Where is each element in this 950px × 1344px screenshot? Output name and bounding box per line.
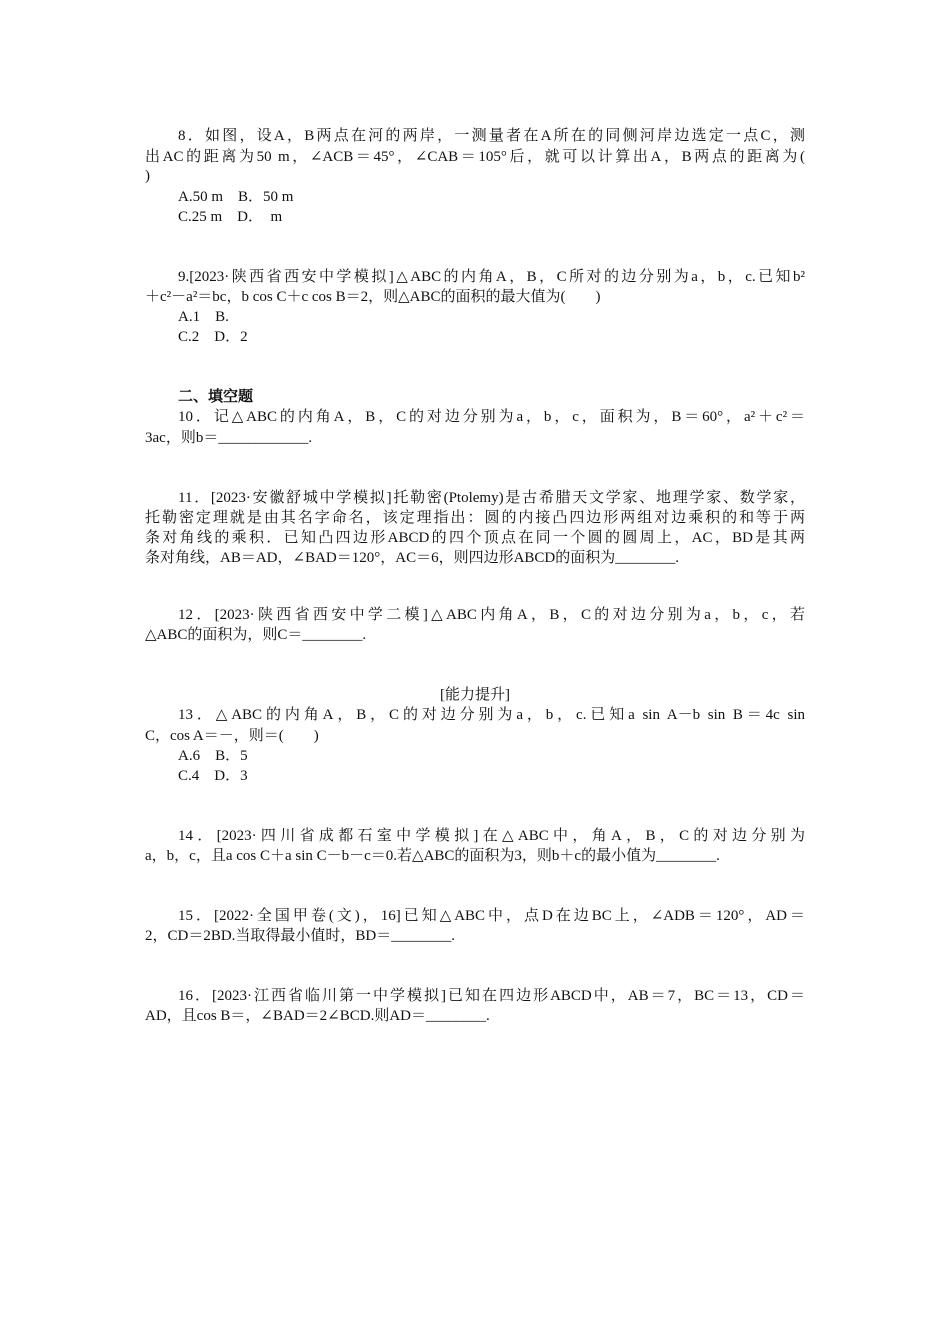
q13-line-1: 13．△ABC的内角A，B，C的对边分别为a，b，c.已知a sin A－b sin B＝4c sin [178,707,805,723]
q9-options-cd: C.2 D．2 [178,329,248,345]
q13-options-cd: C.4 D．3 [178,768,248,784]
q9-line-2: ＋c²－a²＝bc，b cos C＋c cos B＝2，则△ABC的面积的最大值为( ) [145,289,601,305]
q12-line-2: △ABC的面积为，则C＝________. [145,627,367,643]
q11-line-1: 11．[2023·安徽舒城中学模拟]托勒密(Ptolemy)是古希腊天文学家、地理学家、数学家， [178,490,805,506]
section-fill-in-blank-heading: 二、填空题 [178,389,254,405]
q14-line-2: a，b，c，且a cos C＋a sin C－b－c＝0.若△ABC的面积为3，则b＋c的最小值为________. [145,848,720,864]
q8-line-2: 出AC的距离为50 m，∠ACB＝45°，∠CAB＝105°后，就可以计算出A，B两点的距离为( [145,149,805,165]
q10-line-2: 3ac，则b＝____________. [145,430,313,446]
q13-line-2: C，cos A＝－，则＝( ) [145,728,319,744]
q8-line-1: 8．如图，设A，B两点在河的两岸，一测量者在A所在的同侧河岸边选定一点C，测 [178,128,805,144]
q15-line-2: 2，CD＝2BD.当取得最小值时，BD＝________. [145,928,456,944]
q13-options-ab: A.6 B．5 [178,748,248,764]
q11-line-3: 条对角线的乘积．已知凸四边形ABCD的四个顶点在同一个圆的圆周上，AC，BD是其两 [145,530,805,546]
q15-line-1: 15．[2022·全国甲卷(文)，16]已知△ABC中，点D在边BC上，∠ADB＝120°，AD＝ [178,908,805,924]
q14-line-1: 14．[2023·四川省成都石室中学模拟]在△ABC中，角A，B，C的对边分别为 [178,828,805,844]
q16-line-1: 16．[2023·江西省临川第一中学模拟]已知在四边形ABCD中，AB＝7，BC＝13，CD＝ [178,988,805,1004]
q8-options-cd: C.25 m D． m [178,209,283,225]
q11-line-2: 托勒密定理就是由其名字命名，该定理指出：圆的内接凸四边形两组对边乘积的和等于两 [145,510,805,526]
q11-line-4: 条对角线，AB＝AD，∠BAD＝120°，AC＝6，则四边形ABCD的面积为________. [145,550,680,566]
section-ability-heading: [能力提升] [440,687,510,703]
q12-line-1: 12．[2023·陕西省西安中学二模]△ABC内角A，B，C的对边分别为a，b，c，若 [178,607,805,623]
q9-options-ab: A.1 B. [178,309,229,325]
q16-line-2: AD，且cos B＝，∠BAD＝2∠BCD.则AD＝________. [145,1008,490,1024]
q9-line-1: 9.[2023·陕西省西安中学模拟]△ABC的内角A，B，C所对的边分别为a，b，c.已知b² [178,269,805,285]
q10-line-1: 10．记△ABC的内角A，B，C的对边分别为a，b，c，面积为，B＝60°，a²＋c²＝ [178,409,805,425]
q8-options-ab: A.50 m B．50 m [178,189,294,205]
q8-line-3: ) [145,168,150,184]
